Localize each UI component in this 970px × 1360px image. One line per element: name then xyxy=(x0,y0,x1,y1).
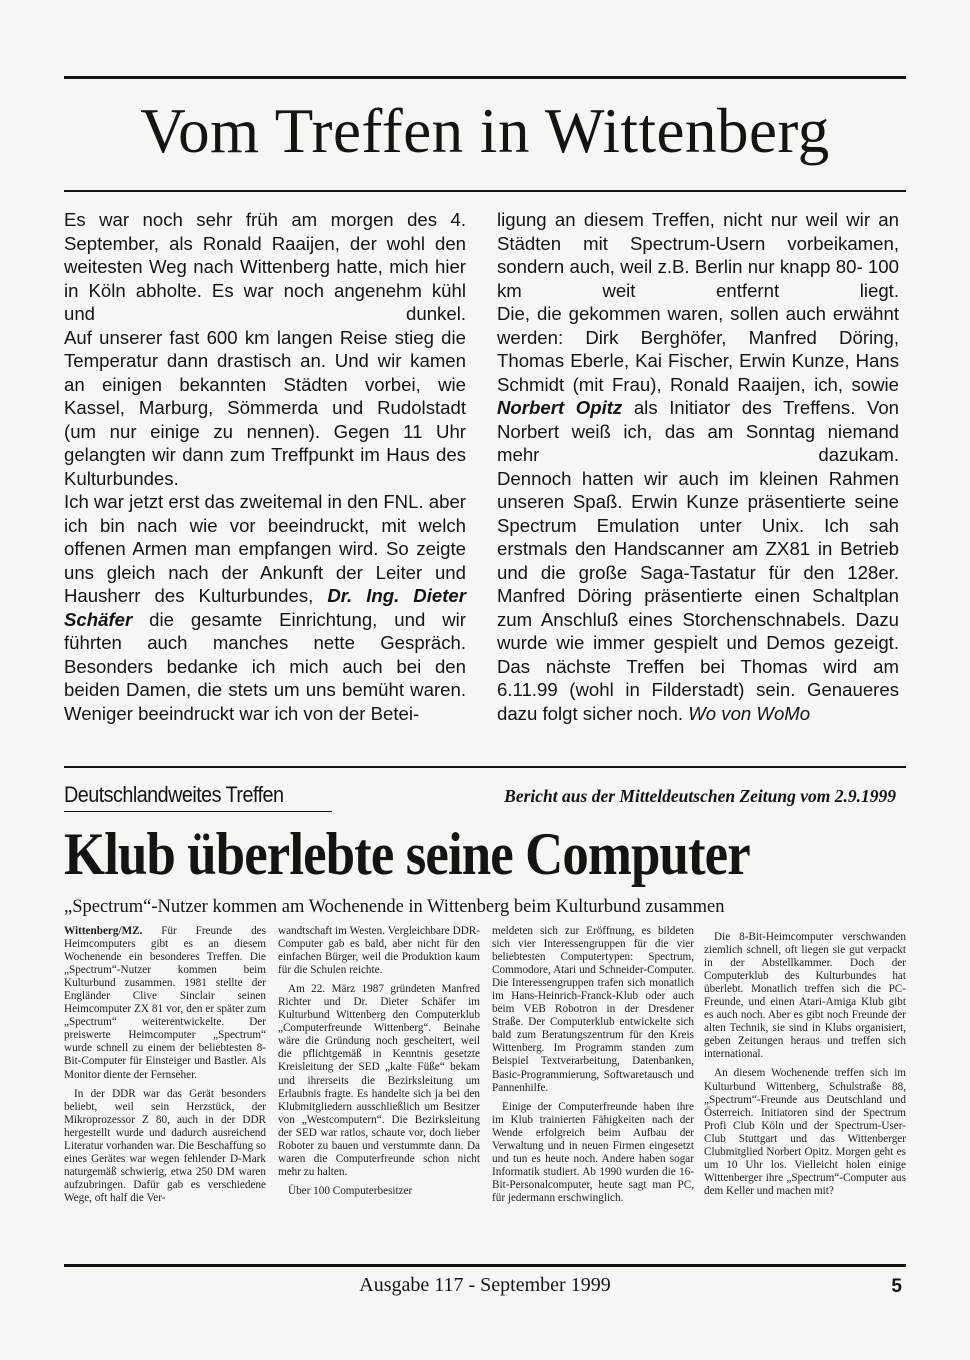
article-column-1 xyxy=(64,208,466,725)
author-signature: Wo von WoMo xyxy=(688,702,811,724)
clipping-source: Bericht aus der Mitteldeutschen Zeitung vom 2.9.1999 xyxy=(504,786,896,806)
paragraph: Weniger beeindruckt war ich von der Betei- xyxy=(64,702,420,724)
paragraph-text: Das nächste Treffen bei Thomas wird am 6.11.99 (wohl in Filderstadt) sein. Genaueres dazu folgt sicher noch. xyxy=(497,655,899,724)
article-end-rule xyxy=(64,766,906,768)
paragraph: ligung an diesem Treffen, nicht nur weil wir an Städten mit Spectrum-Usern vorbeikamen, sondern auch, weil z.B. Berlin nur knapp 80- 100 km weit entfernt liegt. xyxy=(497,209,899,301)
top-rule xyxy=(64,76,906,79)
paragraph-text: als Initiator des Treffens. Von Norbert weiß ich, das am Sonntag niemand mehr dazukam. xyxy=(497,397,900,465)
clipping-headline: Klub überlebte seine Computer xyxy=(64,821,750,887)
clipping-paragraph: In der DDR war das Gerät besonders beliebt, weil sein Herzstück, der Mikroprozessor Z 80, auch in der DDR hergestellt wurde und dadurch ausreichend Literatur vorhanden war. Die Beschaffung so eines Gerätes war wegen fehlender D-Mark naturgemäß schwierig, etwa 250 DM waren aufzubringen. Dafür gab es verschiedene Wege, oft half die Ver- xyxy=(64,1087,266,1204)
clipping-column-4 xyxy=(704,925,906,1198)
clipping-paragraph: meldeten sich zur Eröffnung, es bildeten sich vier Interessengruppen für die vier beliebtesten Computertypen: Spectrum, Commodore, Atari und Schneider-Computer. Die Interessengruppen trafen sich monatlich im Hans-Heinrich-Franck-Klub oder auch beim VEB Robotron in der Dresdener Straße. Der Computerklub entwickelte sich bald zum Beratungszentrum für den Kreis Wittenberg. Im Programm standen zum Beispiel Textverarbeitung, Datenbanken, Basic-Programmierung, Softwaretausch und Pannenhilfe. xyxy=(492,925,694,1094)
section-underline xyxy=(64,811,332,812)
paragraph: Es war noch sehr früh am morgen des 4. September, als Ronald Raaijen, der wohl den weitesten Weg nach Wittenberg hatte, mich hier in Köln abholte. Es war noch angenehm kühl und dunkel. xyxy=(64,209,466,324)
clipping-paragraph: Einige der Computerfreunde haben ihre im Klub trainierten Fähigkeiten nach der Wende erfolgreich beim Aufbau der Verwaltung und in neuen Firmen eingesetzt und tun es heute noch. Andere haben sogar Informatik studiert. Ab 1990 wurden die 16-Bit-Personalcomputer, heute sagt man PC, für jedermann erschwinglich. xyxy=(492,1100,694,1204)
section-label: Deutschlandweites Treffen xyxy=(64,782,284,807)
clipping-paragraph: Über 100 Computerbesitzer xyxy=(288,1184,413,1197)
paragraph xyxy=(64,490,466,702)
paragraph: Auf unserer fast 600 km langen Reise stieg die Temperatur dann drastisch an. Und wir kamen an einigen bekannten Städten vorbei, wie Kassel, Marburg, Sömmerda und Rudolstadt (um nur einige zu nennen). Gegen 11 Uhr gelangten wir dann zum Treffpunkt im Haus des Kulturbundes. xyxy=(64,326,466,489)
paragraph-text: Die, die gekommen waren, sollen auch erwähnt werden: Dirk Berghöfer, Manfred Döring, Thomas Eberle, Kai Fischer, Erwin Kunze, Hans Schmidt (mit Frau), Ronald Raaijen, ich, sowie xyxy=(497,303,899,395)
clipping-paragraph: Am 22. März 1987 gründeten Manfred Richter und Dr. Dieter Schäfer im Kulturbund Wittenberg den Computerklub „Computerfreunde Wittenberg“. Beinahe wäre die Gründung noch gescheitert, weil die pflichtgemäß in Kenntnis gesetzte Kreisleitung der SED „kalte Füße“ bekam und ihrerseits die Bezirksleitung um Erlaubnis fragte. Es handelte sich ja bei den Klubmitgliedern ausschließlich um Besitzer von „Westcomputern“. Die Bezirksleitung der SED war ratlos, schaute vor, doch lieber Roboter zu bauen und verstummte dann. Da waren die Computerfreunde schon nicht mehr zu halten. xyxy=(278,983,480,1178)
paragraph xyxy=(497,302,899,467)
page-number: 5 xyxy=(891,1276,902,1297)
clipping-text: Für Freunde des Heimcomputers gibt es an diesem Wochenende ein besonderes Treffen. Die „Spectrum“-Nutzer kommen beim Kulturbund zusammen. 1981 stellte der Engländer Clive Sinclair seinen Heimcomputer ZX 81 vor, den er später zum „Spectrum“ weiterentwickelte. Der preiswerte Heimcomputer „Spectrum“ wurde schnell zu einem der beliebtesten 8-Bit-Computer für Einsteiger und Bastler. Als Monitor diente der Fernseher. xyxy=(64,925,266,1081)
person-name: Dr. Ing. Dieter Schäfer xyxy=(64,585,467,630)
paragraph-text: die gesamte Einrichtung, und wir führten auch manches nette Gespräch. Besonders bedanke ich mich auch bei den beiden Damen, die stets um uns bemüht waren. xyxy=(64,608,466,700)
clipping-column-2 xyxy=(278,925,480,1198)
clipping-column-1 xyxy=(64,925,266,1205)
clipping-paragraph: wandtschaft im Westen. Vergleichbare DDR-Computer gab es bald, aber nicht für den einfachen Bürger, weil die Produktion kaum für die Schulen reichte. xyxy=(278,925,480,977)
article-column-2 xyxy=(497,208,899,725)
paragraph: Dennoch hatten wir auch im kleinen Rahmen unseren Spaß. Erwin Kunze präsentierte seine Spectrum Emulation unter Unix. Ich sah erstmals den Handscanner am ZX81 in Betrieb und die große Saga-Tastatur für den 128er. Manfred Döring präsentierte einen Schaltplan zum Anschluß eines Storchenschnabels. Dazu wurde wie immer gespielt und Demos gezeigt. xyxy=(497,467,899,653)
clipping-paragraph: Die 8-Bit-Heimcomputer verschwanden ziemlich schnell, oft liegen sie gut verpackt in der Abstellkammer. Doch der Computerklub des Kulturbundes hat überlebt. Monatlich treffen sich die PC-Freunde, und einen Atari-Amiga Klub gibt es auch noch. Aber es gibt noch Freunde der alten Technik, sie sind in Klubs organisiert, geben Zeitungen heraus und treffen sich international. xyxy=(704,931,906,1061)
clipping-paragraph: An diesem Wochenende treffen sich im Kulturbund Wittenberg, Schulstraße 88, „Spectrum“-Freunde aus Deutschland und Österreich. Initiatoren sind der Spectrum Profi Club Köln und der Spectrum-User-Club Stuttgart und das Wittenberger Clubmitglied Norbert Opitz. Morgen geht es um 10 Uhr los. Vielleicht holen einige Wittenberger ihre „Spectrum“-Computer aus dem Keller und machen mit? xyxy=(704,1067,906,1197)
person-name: Norbert Opitz xyxy=(497,397,623,418)
footer-rule xyxy=(64,1264,906,1267)
paragraph-text: Ich war jetzt erst das zweitemal in den FNL. aber ich bin nach wie vor beeindruckt, mit welch offenen Armen man empfangen wird. So zeigte uns gleich nach der Ankunft der Leiter und Hausherr des Kulturbundes, xyxy=(64,491,466,606)
clipping-paragraph xyxy=(64,925,266,1082)
article-title: Vom Treffen in Wittenberg xyxy=(140,96,830,166)
title-rule xyxy=(64,190,906,192)
dateline: Wittenberg/MZ. xyxy=(64,925,143,937)
paragraph xyxy=(497,655,899,726)
clipping-column-3 xyxy=(492,925,694,1205)
clipping-subhead: „Spectrum“-Nutzer kommen am Wochenende in Wittenberg beim Kulturbund zusammen xyxy=(64,897,725,917)
issue-label: Ausgabe 117 - September 1999 xyxy=(359,1274,611,1296)
